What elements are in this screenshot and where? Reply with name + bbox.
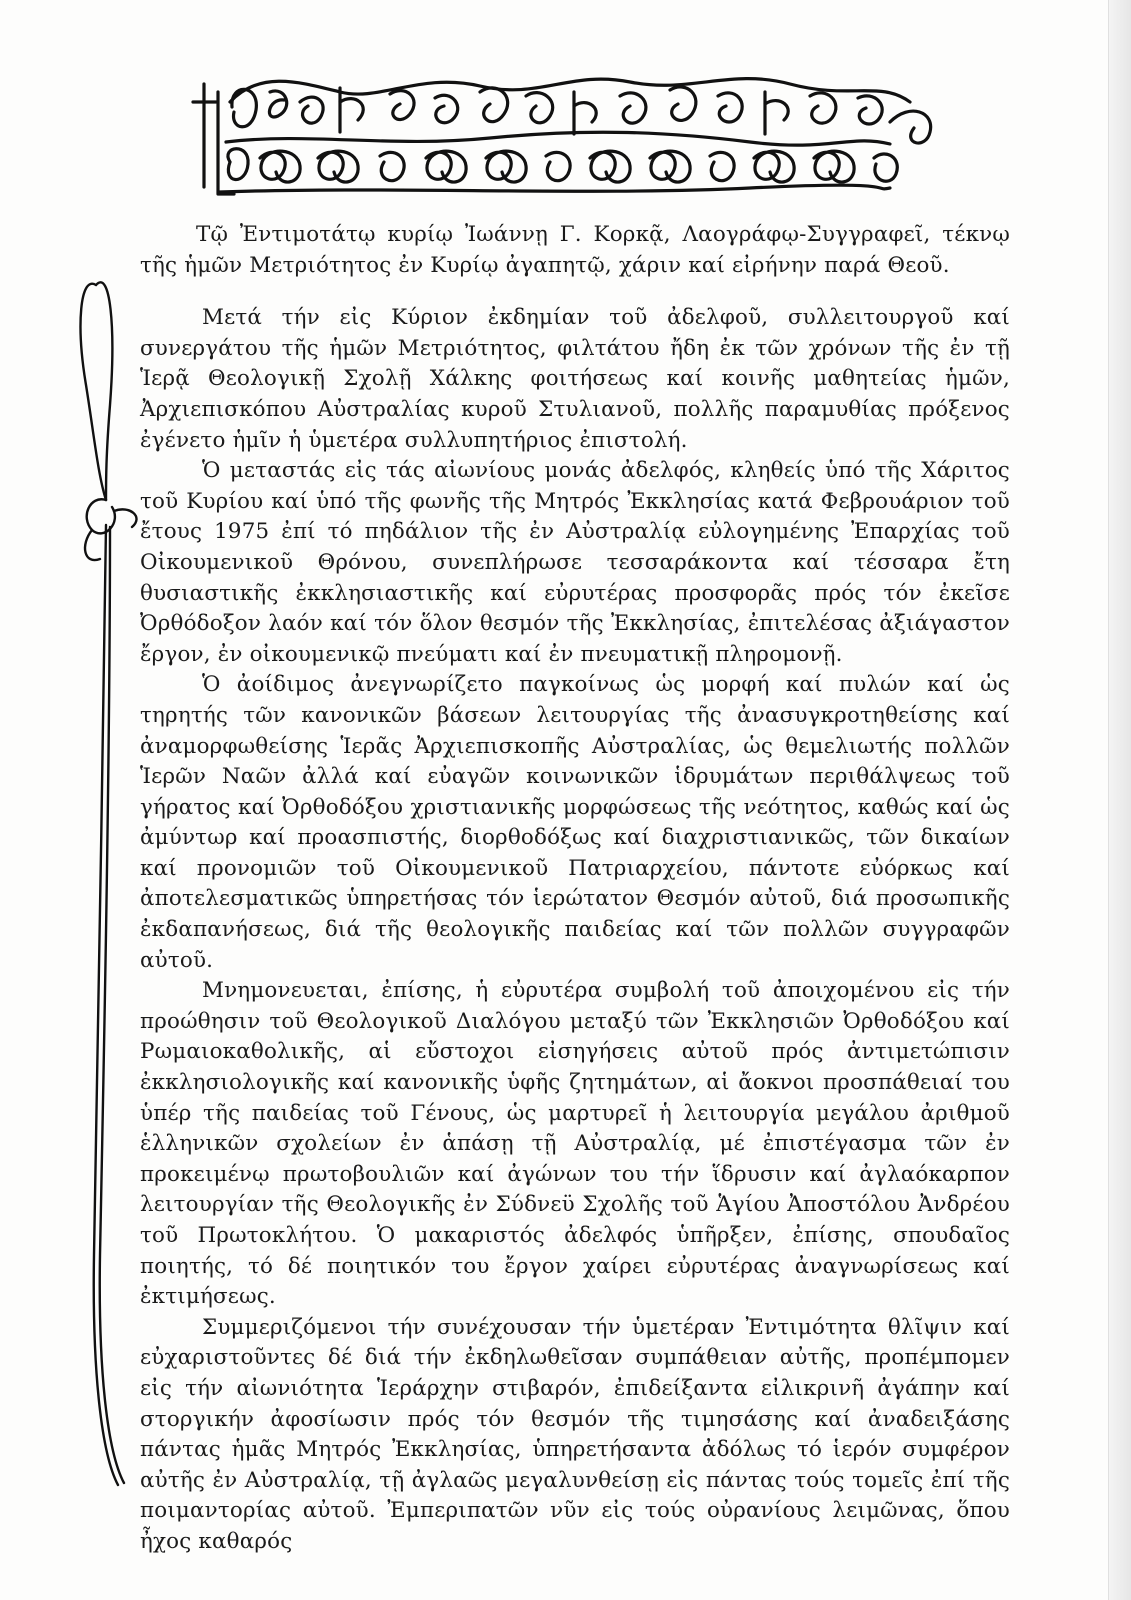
paragraph-1: Μετά τήν εἰς Κύριον ἐκδημίαν τοῦ ἀδελφοῦ, συλλειτουργοῦ καί συνεργάτου τῆς ἡμῶν Μετριότητος, φιλτάτου ἤδη ἐκ τῶν χρόνων τῆς ἐν τῇ Ἱερᾷ Θεολογικῇ Σχολῇ Χάλκης φοιτήσεως καί κοινῆς μαθητείας ἡμῶν, Ἀρχιεπισκόπου Αὐστραλίας κυροῦ Στυλιανοῦ, πολλῆς παραμυθίας πρόξενος ἐγένετο ἡμῖν ἡ ὑμετέρα συλλυπητήριος ἐπιστολή. bbox=[140, 305, 1010, 453]
paragraph-3: Ὁ ἀοίδιμος ἀνεγνωρίζετο παγκοίνως ὡς μορφή καί πυλών καί ὡς τηρητής τῶν κανονικῶν βάσεων λειτουργίας τῆς ἀνασυγκροτηθείσης καί ἀναμορφωθείσης Ἱερᾶς Ἀρχιεπισκοπῆς Αὐστραλίας, ὡς θεμελιωτής πολλῶν Ἱερῶν Ναῶν ἀλλά καί εὐαγῶν κοινωνικῶν ἱδρυμάτων περιθάλψεως τοῦ γήρατος καί Ὀρθοδόξου χριστιανικῆς μορφώσεως τῆς νεότητος, καθώς καί ὡς ἀμύντωρ καί προασπιστής, διορθοδόξως καί διαχριστιανικῶς, τῶν δικαίων καί προνομιῶν τοῦ Οἰκουμενικοῦ Πατριαρχείου, πάντοτε εὐόρκως καί ἀποτελεσματικῶς ὑπηρετήσας τόν ἱερώτατον Θεσμόν αὐτοῦ, διά προσωπικῆς ἐκδαπανήσεως, διά τῆς θεολογικῆς παιδείας καί τῶν πολλῶν συγγραφῶν αὐτοῦ. bbox=[140, 672, 1010, 973]
paragraph-2: Ὁ μεταστάς εἰς τάς αἰωνίους μονάς ἀδελφός, κληθείς ὑπό τῆς Χάριτος τοῦ Κυρίου καί ὑπό τῆς φωνῆς τῆς Μητρός Ἐκκλησίας κατά Φεβρουάριον τοῦ ἔτους 1975 ἐπί τό πηδάλιον τῆς ἐν Αὐστραλίᾳ εὐλογημένης Ἐπαρχίας τοῦ Οἰκουμενικοῦ Θρόνου, συνεπλήρωσε τεσσαράκοντα καί τέσσαρα ἔτη θυσιαστικῆς ἐκκλησιαστικῆς καί εὐρυτέρας προσφορᾶς πρός τόν ἐκεῖσε Ὀρθόδοξον λαόν καί τόν ὅλον θεσμόν τῆς Ἐκκλησίας, ἐπιτελέσας ἀξιάγαστον ἔργον, ἐν οἰκουμενικῷ πνεύματι καί ἐν πνευματικῇ πληρομονῇ. bbox=[140, 458, 1010, 667]
salutation: Τῷ Ἐντιμοτάτῳ κυρίῳ Ἰωάννῃ Γ. Κορκᾷ, Λαογράφῳ-Συγγραφεῖ, τέκνῳ τῆς ἡμῶν Μετριότητος ἐν Κυρίῳ ἀγαπητῷ, χάριν καί εἰρήνην παρά Θεοῦ. bbox=[140, 222, 1010, 278]
letter-body bbox=[140, 220, 1010, 1558]
paragraph-5: Συμμεριζόμενοι τήν συνέχουσαν τήν ὑμετέραν Ἐντιμότητα θλῖψιν καί εὐχαριστοῦντες δέ διά τήν ἐκδηλωθεῖσαν συμπάθειαν αὐτῆς, προπέμπομεν εἰς τήν αἰωνιότητα Ἱεράρχην στιβαρόν, ἐπιδείξαντα εἰλικρινῆ ἀγάπην καί στοργικήν ἀφοσίωσιν πρός τόν θεσμόν τῆς τιμησάσης καί ἀναδειξάσης πάντας ἡμᾶς Μητρός Ἐκκλησίας, ὑπηρετήσαντα ἀδόλως τό ἱερόν συμφέρον αὐτῆς ἐν Αὐστραλίᾳ, τῇ ἀγλαῶς μεγαλυνθείσῃ εἰς πάντας τούς τομεῖς ἐπί τῆς ποιμαντορίας αὐτοῦ. Ἐμπεριπατῶν νῦν εἰς τούς οὐρανίους λειμῶνας, ὅπου ἦχος καθαρός bbox=[140, 1314, 1010, 1554]
seal-thread bbox=[70, 255, 150, 1495]
paragraph-4: Μνημονευεται, ἐπίσης, ἡ εὐρυτέρα συμβολή τοῦ ἀποιχομένου εἰς τήν προώθησιν τοῦ Θεολογικοῦ Διαλόγου μεταξύ τῶν Ἐκκλησιῶν Ὀρθοδόξου καί Ρωμαιοκαθολικῆς, αἱ εὔστοχοι εἰσηγήσεις αὐτοῦ πρός ἀντιμετώπισιν ἐκκλησιολογικῆς καί κανονικῆς ὑφῆς ζητημάτων, αἱ ἄοκνοι προσπάθειαί του ὑπέρ τῆς παιδείας τοῦ Γένους, ὡς μαρτυρεῖ ἡ λειτουργία μεγάλου ἀριθμοῦ ἑλληνικῶν σχολείων ἐν ἁπάσῃ τῇ Αὐστραλίᾳ, μέ ἐπιστέγασμα τῶν ἐν προκειμένῳ πρωτοβουλιῶν καί ἀγώνων του τήν ἵδρυσιν καί ἀγλαόκαρπον λειτουργίαν τῆς Θεολογικῆς ἐν Σύδνεϋ Σχολῆς τοῦ Ἁγίου Ἀποστόλου Ἀνδρέου τοῦ Πρωτοκλήτου. Ὁ μακαριστός ἀδελφός ὑπῆρξεν, ἐπίσης, σπουδαῖος ποιητής, τό δέ ποιητικόν του ἔργον χαίρει εὐρυτέρας ἀναγνωρίσεως καί ἐκτιμήσεως. bbox=[140, 978, 1010, 1310]
calligraphic-signature bbox=[190, 62, 950, 202]
page-edge bbox=[1108, 0, 1131, 1600]
